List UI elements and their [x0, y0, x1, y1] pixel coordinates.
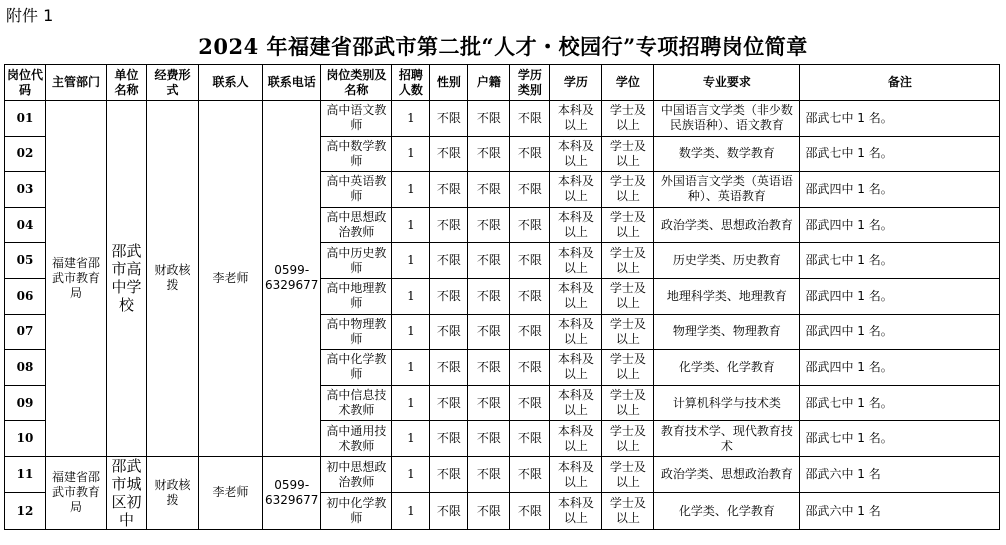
cell-hukou: 不限	[468, 243, 510, 279]
cell-remark: 邵武六中 1 名	[800, 493, 1000, 530]
cell-code: 12	[5, 493, 46, 530]
cell-edu: 本科及以上	[550, 101, 602, 137]
cell-gender: 不限	[430, 421, 468, 457]
cell-gender: 不限	[430, 172, 468, 208]
cell-funding: 财政核拨	[147, 101, 199, 457]
cell-major: 地理科学类、地理教育	[654, 278, 800, 314]
cell-edu: 本科及以上	[550, 421, 602, 457]
cell-unit: 邵武市高中学校	[107, 101, 147, 457]
cell-hukou: 不限	[468, 172, 510, 208]
attachment-label: 附件 1	[6, 6, 54, 25]
cell-phone: 0599-6329677	[263, 101, 321, 457]
cell-edu: 本科及以上	[550, 172, 602, 208]
cell-position: 高中语文教师	[321, 101, 392, 137]
cell-hukou: 不限	[468, 136, 510, 172]
cell-hukou: 不限	[468, 101, 510, 137]
cell-code: 05	[5, 243, 46, 279]
cell-count: 1	[392, 101, 430, 137]
header-phone: 联系电话	[263, 65, 321, 101]
cell-position: 高中英语教师	[321, 172, 392, 208]
header-hukou: 户籍	[468, 65, 510, 101]
header-gender: 性别	[430, 65, 468, 101]
cell-edu-type: 不限	[510, 278, 550, 314]
cell-position: 高中信息技术教师	[321, 385, 392, 421]
cell-degree: 学士及以上	[602, 350, 654, 386]
cell-count: 1	[392, 278, 430, 314]
cell-position: 高中地理教师	[321, 278, 392, 314]
cell-major: 化学类、化学教育	[654, 493, 800, 530]
cell-gender: 不限	[430, 207, 468, 243]
cell-remark: 邵武四中 1 名。	[800, 172, 1000, 208]
cell-major: 历史学类、历史教育	[654, 243, 800, 279]
cell-remark: 邵武四中 1 名。	[800, 207, 1000, 243]
cell-code: 07	[5, 314, 46, 350]
header-code: 岗位代码	[5, 65, 46, 101]
cell-major: 数学类、数学教育	[654, 136, 800, 172]
cell-gender: 不限	[430, 314, 468, 350]
cell-code: 11	[5, 456, 46, 493]
cell-position: 高中通用技术教师	[321, 421, 392, 457]
header-unit: 单位名称	[107, 65, 147, 101]
cell-hukou: 不限	[468, 207, 510, 243]
cell-gender: 不限	[430, 101, 468, 137]
table-header-row	[5, 65, 1000, 101]
cell-code: 01	[5, 101, 46, 137]
cell-position: 高中数学教师	[321, 136, 392, 172]
cell-count: 1	[392, 350, 430, 386]
table-row	[5, 101, 1000, 137]
cell-hukou: 不限	[468, 314, 510, 350]
cell-funding: 财政核拨	[147, 456, 199, 529]
cell-count: 1	[392, 421, 430, 457]
cell-edu: 本科及以上	[550, 493, 602, 530]
cell-remark: 邵武四中 1 名。	[800, 350, 1000, 386]
header-degree: 学位	[602, 65, 654, 101]
cell-gender: 不限	[430, 456, 468, 493]
cell-remark: 邵武七中 1 名。	[800, 421, 1000, 457]
cell-degree: 学士及以上	[602, 456, 654, 493]
cell-edu-type: 不限	[510, 421, 550, 457]
cell-degree: 学士及以上	[602, 136, 654, 172]
cell-unit: 邵武市城区初中	[107, 456, 147, 529]
cell-degree: 学士及以上	[602, 493, 654, 530]
cell-major: 化学类、化学教育	[654, 350, 800, 386]
cell-edu-type: 不限	[510, 243, 550, 279]
cell-count: 1	[392, 207, 430, 243]
header-major: 专业要求	[654, 65, 800, 101]
cell-code: 10	[5, 421, 46, 457]
cell-edu: 本科及以上	[550, 456, 602, 493]
cell-contact: 李老师	[199, 101, 263, 457]
cell-code: 02	[5, 136, 46, 172]
cell-major: 政治学类、思想政治教育	[654, 456, 800, 493]
header-edu: 学历	[550, 65, 602, 101]
cell-phone: 0599-6329677	[263, 456, 321, 529]
cell-gender: 不限	[430, 350, 468, 386]
header-contact: 联系人	[199, 65, 263, 101]
cell-count: 1	[392, 493, 430, 530]
cell-position: 高中历史教师	[321, 243, 392, 279]
cell-remark: 邵武七中 1 名。	[800, 243, 1000, 279]
cell-count: 1	[392, 172, 430, 208]
cell-edu: 本科及以上	[550, 207, 602, 243]
cell-edu: 本科及以上	[550, 314, 602, 350]
cell-gender: 不限	[430, 278, 468, 314]
header-edu-type: 学历类别	[510, 65, 550, 101]
cell-edu-type: 不限	[510, 101, 550, 137]
cell-major: 政治学类、思想政治教育	[654, 207, 800, 243]
cell-major: 物理学类、物理教育	[654, 314, 800, 350]
cell-degree: 学士及以上	[602, 207, 654, 243]
cell-gender: 不限	[430, 385, 468, 421]
cell-edu-type: 不限	[510, 136, 550, 172]
cell-edu-type: 不限	[510, 207, 550, 243]
cell-contact: 李老师	[199, 456, 263, 529]
cell-code: 03	[5, 172, 46, 208]
cell-gender: 不限	[430, 243, 468, 279]
cell-dept: 福建省邵武市教育局	[46, 101, 107, 457]
cell-edu: 本科及以上	[550, 350, 602, 386]
cell-major: 外国语言文学类（英语语种）、英语教育	[654, 172, 800, 208]
cell-position: 初中思想政治教师	[321, 456, 392, 493]
cell-edu: 本科及以上	[550, 136, 602, 172]
cell-position: 高中物理教师	[321, 314, 392, 350]
cell-code: 08	[5, 350, 46, 386]
cell-edu-type: 不限	[510, 456, 550, 493]
cell-edu: 本科及以上	[550, 385, 602, 421]
cell-edu: 本科及以上	[550, 278, 602, 314]
cell-remark: 邵武七中 1 名。	[800, 136, 1000, 172]
cell-edu-type: 不限	[510, 172, 550, 208]
cell-degree: 学士及以上	[602, 278, 654, 314]
cell-gender: 不限	[430, 493, 468, 530]
cell-major: 中国语言文学类（非少数民族语种）、语文教育	[654, 101, 800, 137]
table-row	[5, 456, 1000, 493]
cell-hukou: 不限	[468, 456, 510, 493]
cell-count: 1	[392, 243, 430, 279]
recruitment-table	[4, 64, 1000, 530]
cell-hukou: 不限	[468, 493, 510, 530]
cell-degree: 学士及以上	[602, 172, 654, 208]
cell-remark: 邵武七中 1 名。	[800, 101, 1000, 137]
header-position: 岗位类别及名称	[321, 65, 392, 101]
cell-count: 1	[392, 456, 430, 493]
cell-edu-type: 不限	[510, 385, 550, 421]
cell-code: 04	[5, 207, 46, 243]
cell-position: 高中化学教师	[321, 350, 392, 386]
cell-gender: 不限	[430, 136, 468, 172]
cell-hukou: 不限	[468, 350, 510, 386]
header-funding: 经费形式	[147, 65, 199, 101]
cell-hukou: 不限	[468, 278, 510, 314]
cell-degree: 学士及以上	[602, 385, 654, 421]
cell-remark: 邵武四中 1 名。	[800, 314, 1000, 350]
cell-major: 计算机科学与技术类	[654, 385, 800, 421]
cell-remark: 邵武七中 1 名。	[800, 385, 1000, 421]
cell-hukou: 不限	[468, 385, 510, 421]
page-title: 2024 年福建省邵武市第二批“人才・校园行”专项招聘岗位简章	[198, 34, 808, 59]
cell-hukou: 不限	[468, 421, 510, 457]
cell-major: 教育技术学、现代教育技术	[654, 421, 800, 457]
cell-position: 高中思想政治教师	[321, 207, 392, 243]
cell-degree: 学士及以上	[602, 243, 654, 279]
cell-degree: 学士及以上	[602, 101, 654, 137]
header-dept: 主管部门	[46, 65, 107, 101]
cell-edu-type: 不限	[510, 493, 550, 530]
cell-degree: 学士及以上	[602, 314, 654, 350]
cell-position: 初中化学教师	[321, 493, 392, 530]
header-count: 招聘人数	[392, 65, 430, 101]
cell-edu-type: 不限	[510, 350, 550, 386]
cell-remark: 邵武四中 1 名。	[800, 278, 1000, 314]
cell-edu: 本科及以上	[550, 243, 602, 279]
cell-edu-type: 不限	[510, 314, 550, 350]
cell-code: 06	[5, 278, 46, 314]
cell-count: 1	[392, 385, 430, 421]
cell-remark: 邵武六中 1 名	[800, 456, 1000, 493]
cell-count: 1	[392, 314, 430, 350]
header-remark: 备注	[800, 65, 1000, 101]
cell-dept: 福建省邵武市教育局	[46, 456, 107, 529]
cell-code: 09	[5, 385, 46, 421]
cell-degree: 学士及以上	[602, 421, 654, 457]
cell-count: 1	[392, 136, 430, 172]
